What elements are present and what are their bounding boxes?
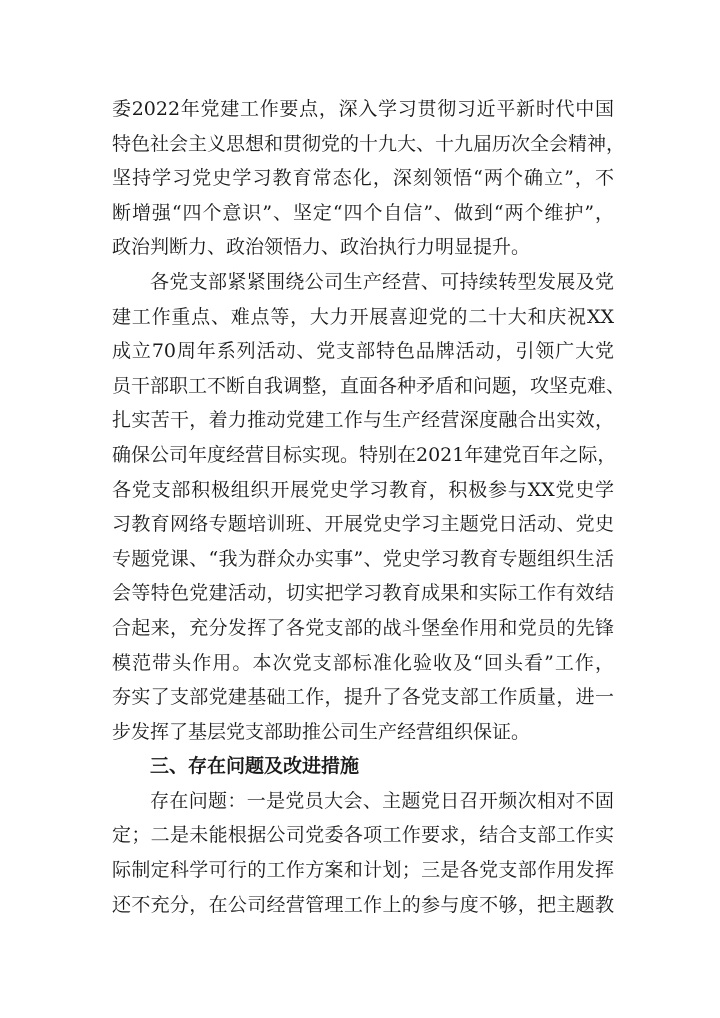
paragraph-3 [112, 784, 614, 922]
text-line: 确保公司年度经营目标实现。特别在2021年建党百年之际， [112, 443, 617, 466]
text-line: 定；二是未能根据公司党委各项工作要求，结合支部工作实 [112, 824, 614, 847]
text-line: 特色社会主义思想和贯彻党的十九大、十九届历次全会精神， [112, 132, 626, 155]
text-line: 还不充分，在公司经营管理工作上的参与度不够，把主题教 [112, 893, 614, 916]
text-line: 步发挥了基层党支部助推公司生产经营组织保证。 [112, 720, 531, 743]
text-line: 合起来，充分发挥了各党支部的战斗堡垒作用和党员的先锋 [112, 616, 614, 639]
text-line: 各党支部积极组织开展党史学习教育，积极参与XX党史学 [112, 478, 614, 501]
text-line: 专题党课、“我为群众办实事”、党史学习教育专题组织生活 [112, 547, 614, 570]
document-body [112, 92, 626, 922]
paragraph-2 [112, 265, 626, 749]
text-line: 会等特色党建活动，切实把学习教育成果和实际工作有效结 [112, 582, 614, 605]
text-line: 坚持学习党史学习教育常态化，深刻领悟“两个确立”，不 [112, 167, 614, 190]
text-line: 委2022年党建工作要点，深入学习贯彻习近平新时代中国 [112, 98, 614, 120]
text-line: 成立70周年系列活动、党支部特色品牌活动，引领广大党 [112, 340, 614, 363]
paragraph-1 [112, 92, 626, 265]
text-line: 习教育网络专题培训班、开展党史学习主题党日活动、党史 [112, 513, 614, 536]
text-line: 断增强“四个意识”、坚定“四个自信”、做到“两个维护”， [112, 201, 614, 224]
section-heading: 三、存在问题及改进措施 [150, 755, 360, 778]
text-line: 际制定科学可行的工作方案和计划；三是各党支部作用发挥 [112, 859, 614, 882]
text-line: 存在问题：一是党员大会、主题党日召开频次相对不固 [150, 789, 614, 812]
text-line: 员干部职工不断自我调整，直面各种矛盾和问题，攻坚克难、 [112, 374, 626, 397]
text-line: 模范带头作用。本次党支部标准化验收及“回头看”工作， [112, 651, 614, 674]
text-line: 建工作重点、难点等，大力开展喜迎党的二十大和庆祝XX [112, 305, 614, 328]
text-line: 扎实苦干，着力推动党建工作与生产经营深度融合出实效， [112, 409, 614, 432]
text-line: 各党支部紧紧围绕公司生产经营、可持续转型发展及党 [150, 270, 614, 293]
text-line: 政治判断力、政治领悟力、政治执行力明显提升。 [112, 236, 531, 259]
text-line: 夯实了支部党建基础工作，提升了各党支部工作质量，进一 [112, 686, 614, 709]
